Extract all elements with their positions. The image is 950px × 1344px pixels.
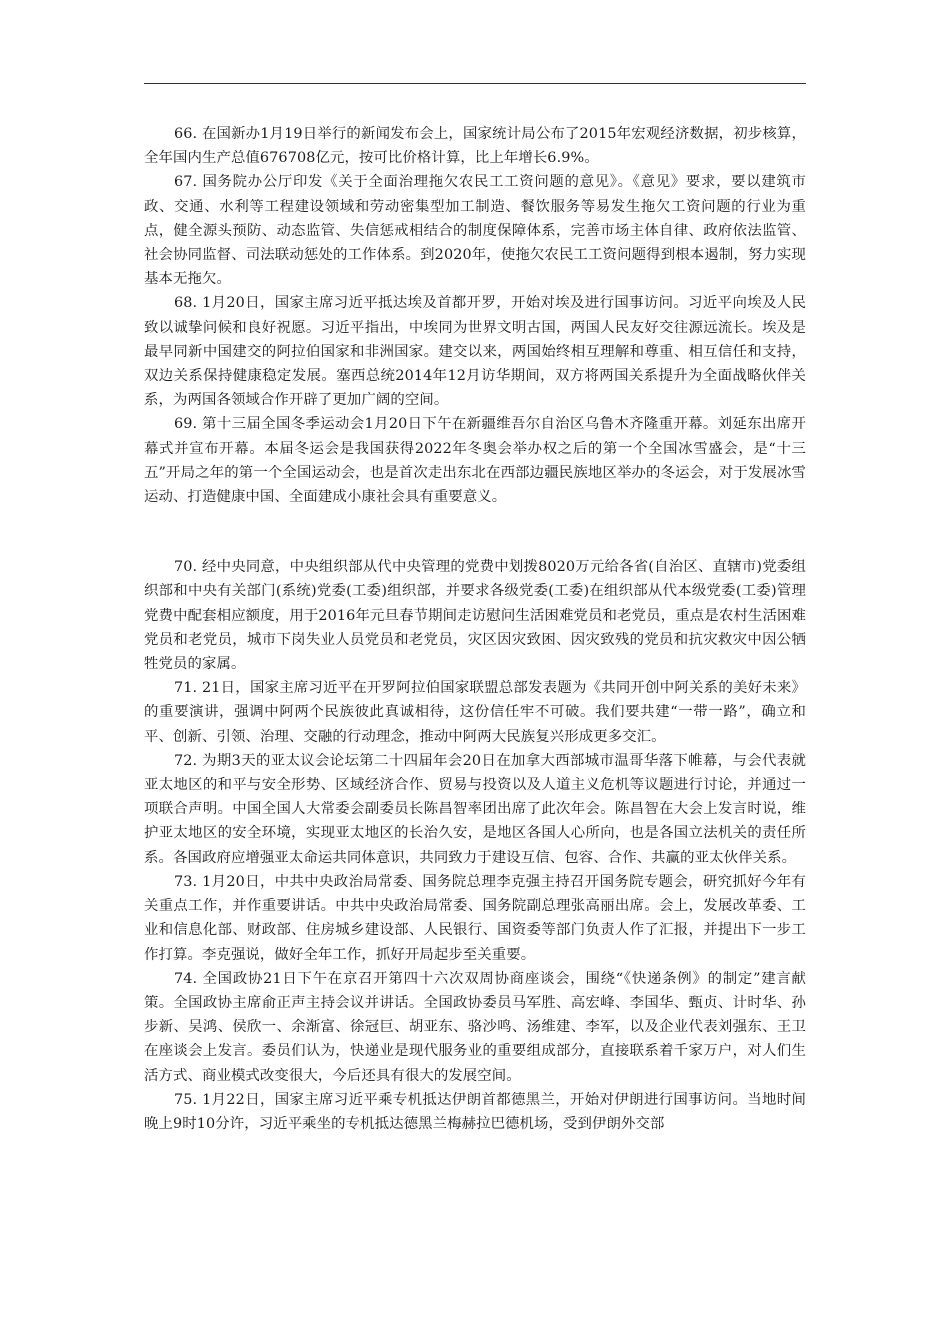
document-body	[144, 122, 806, 1136]
paragraph-75: 75. 1月22日，国家主席习近平乘专机抵达伊朗首都德黑兰，开始对伊朗进行国事访问。当地时间晚上9时10分许，习近平乘坐的专机抵达德黑兰梅赫拉巴德机场，受到伊朗外交部	[144, 1091, 806, 1132]
paragraph-74: 74. 全国政协21日下午在京召开第四十六次双周协商座谈会，围绕“《快递条例》的制定”建言献策。全国政协主席俞正声主持会议并讲话。全国政协委员马军胜、高宏峰、李国华、甄贞、计时华、孙步新、吴鸿、侯欣一、余渐富、徐冠巨、胡亚东、骆沙鸣、汤维建、李军，以及企业代表刘强东、王卫在座谈会上发言。委员们认为，快递业是现代服务业的重要组成部分，直接联系着千家万户，对人们生活方式、商业模式改变很大，今后还具有很大的发展空间。	[144, 970, 806, 1084]
paragraph-67: 67. 国务院办公厅印发《关于全面治理拖欠农民工工资问题的意见》。《意见》要求，要以建筑市政、交通、水利等工程建设领域和劳动密集型加工制造、餐饮服务等易发生拖欠工资问题的行业为重点，健全源头预防、动态监管、失信惩戒相结合的制度保障体系，完善市场主体自律、政府依法监管、社会协同监督、司法联动惩处的工作体系。到2020年，使拖欠农民工工资问题得到根本遏制，努力实现基本无拖欠。	[144, 174, 806, 288]
paragraph-gap	[144, 509, 806, 555]
paragraph-69: 69. 第十三届全国冬季运动会1月20日下午在新疆维吾尔自治区乌鲁木齐隆重开幕。刘延东出席开幕式并宣布开幕。本届冬运会是我国获得2022年冬奥会举办权之后的第一个全国冰雪盛会，是“十三五”开局之年的第一个全国运动会，也是首次走出东北在西部边疆民族地区举办的冬运会，对于发展冰雪运动、打造健康中国、全面建成小康社会具有重要意义。	[144, 416, 806, 506]
paragraph-66: 66. 在国新办1月19日举行的新闻发布会上，国家统计局公布了2015年宏观经济数据，初步核算，全年国内生产总值676708亿元，按可比价格计算，比上年增长6.9%。	[144, 126, 806, 167]
paragraph-68: 68. 1月20日，国家主席习近平抵达埃及首都开罗，开始对埃及进行国事访问。习近平向埃及人民致以诚挚问候和良好祝愿。习近平指出，中埃同为世界文明古国，两国人民友好交往源远流长。埃及是最早同新中国建交的阿拉伯国家和非洲国家。建交以来，两国始终相互理解和尊重、相互信任和支持，双边关系保持健康稳定发展。塞西总统2014年12月访华期间，双方将两国关系提升为全面战略伙伴关系，为两国各领域合作开辟了更加广阔的空间。	[144, 295, 806, 409]
paragraph-70: 70. 经中央同意，中央组织部从代中央管理的党费中划拨8020万元给各省(自治区、直辖市)党委组织部和中央有关部门(系统)党委(工委)组织部，并要求各级党委(工委)在组织部从代本级党委(工委)管理党费中配套相应额度，用于2016年元旦春节期间走访慰问生活困难党员和老党员，重点是农村生活困难党员和老党员，城市下岗失业人员党员和老党员，灾区因灾致困、因灾致残的党员和抗灾救灾中因公牺牲党员的家属。	[144, 559, 806, 673]
paragraph-71: 71. 21日，国家主席习近平在开罗阿拉伯国家联盟总部发表题为《共同开创中阿关系的美好未来》的重要演讲，强调中阿两个民族彼此真诚相待，这份信任牢不可破。我们要共建“一带一路”，确立和平、创新、引领、治理、交融的行动理念，推动中阿两大民族复兴形成更多交汇。	[144, 680, 806, 745]
header-rule	[144, 83, 806, 84]
paragraph-73: 73. 1月20日，中共中央政治局常委、国务院总理李克强主持召开国务院专题会，研究抓好今年有关重点工作，并作重要讲话。中共中央政治局常委、国务院副总理张高丽出席。会上，发展改革委、工业和信息化部、财政部、住房城乡建设部、人民银行、国资委等部门负责人作了汇报，并提出下一步工作打算。李克强说，做好全年工作，抓好开局起步至关重要。	[144, 873, 806, 963]
paragraph-72: 72. 为期3天的亚太议会论坛第二十四届年会20日在加拿大西部城市温哥华落下帷幕，与会代表就亚太地区的和平与安全形势、区域经济合作、贸易与投资以及人道主义危机等议题进行讨论，并通过一项联合声明。中国全国人大常委会副委员长陈昌智率团出席了此次年会。陈昌智在大会上发言时说，维护亚太地区的安全环境，实现亚太地区的长治久安，是地区各国人心所向，也是各国立法机关的责任所系。各国政府应增强亚太命运共同体意识，共同致力于建设互信、包容、合作、共赢的亚太伙伴关系。	[144, 752, 806, 866]
